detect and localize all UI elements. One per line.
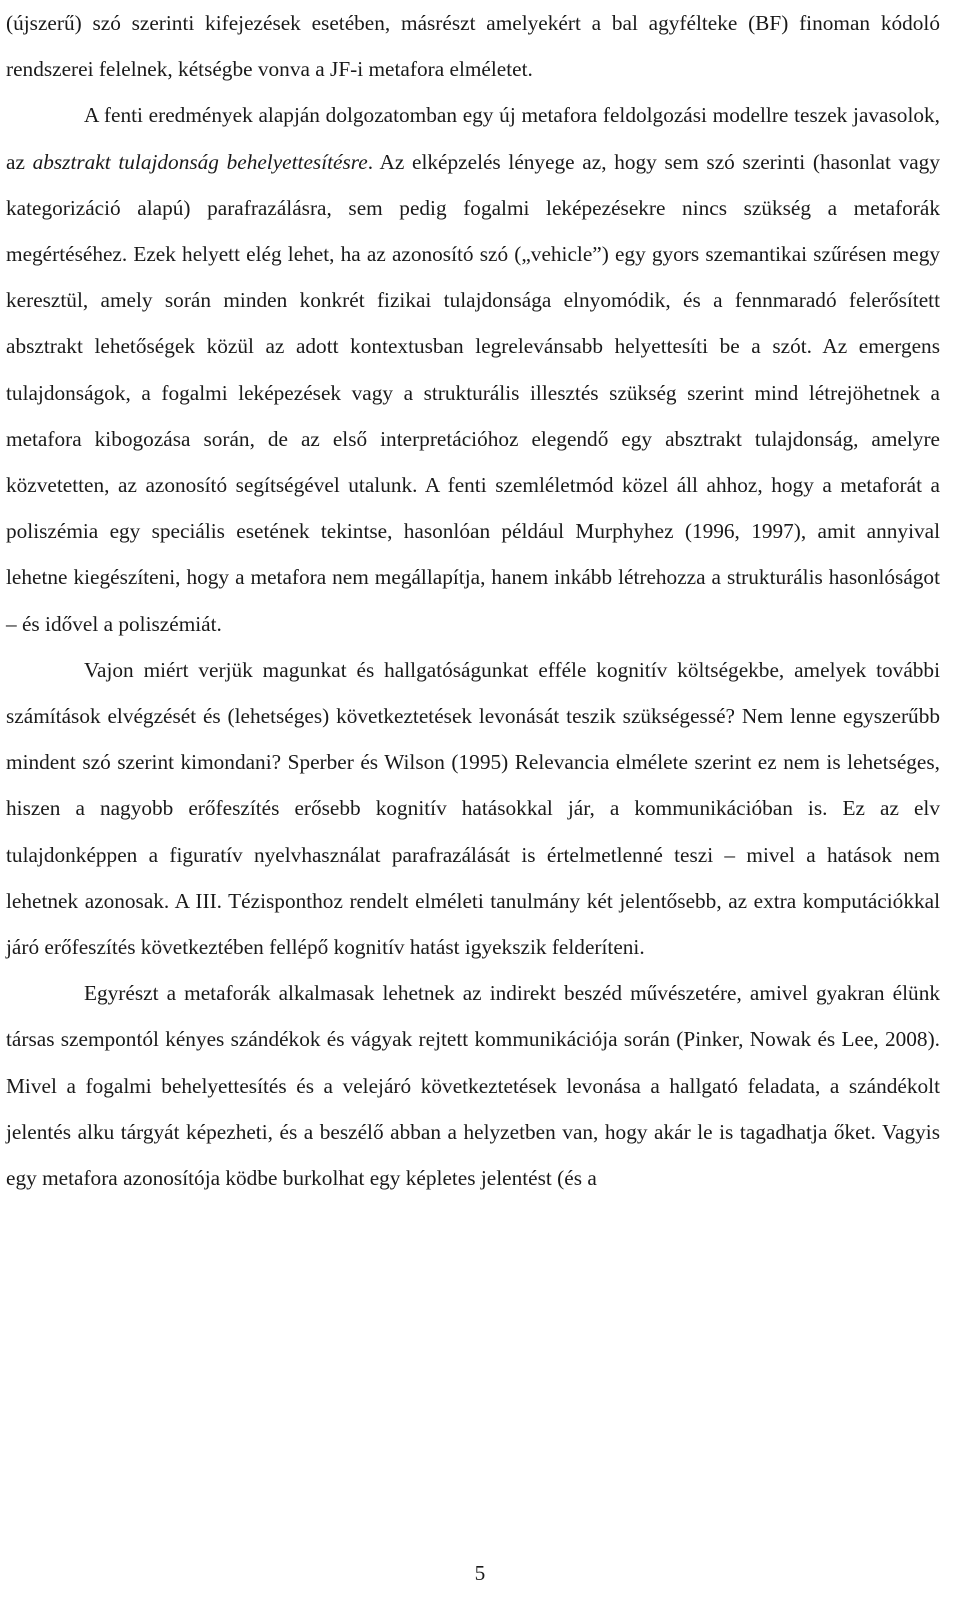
paragraph-continuation — [6, 0, 940, 92]
paragraph-model-proposal — [6, 92, 940, 646]
paragraph-cognitive-costs — [6, 647, 940, 970]
document-body — [6, 0, 940, 1201]
paragraph-text: (újszerű) szó szerinti kifejezések esetében, másrészt amelyekért a bal agyfélteke (BF) finoman kódoló rendszerei felelnek, kétségbe vonva a JF-i metafora elméletet. — [6, 11, 940, 82]
italic-term: absztrakt tulajdonság behelyettesítésre — [32, 149, 368, 174]
paragraph-text: Egyrészt a metaforák alkalmasak lehetnek az indirekt beszéd művészetére, amivel gyakran élünk társas szempontól kényes szándékok és vágyak rejtett kommunikációja során (Pinker, Nowak és Lee, 2008). Mivel a fogalmi behelyettesítés és a velejáró következtetések levonása a hallgató feladata, a szándékolt jelentés alku tárgyát képezheti, és a beszélő abban a helyzetben van, hogy akár le is tagadhatja őket. Vagyis egy metafora azonosítója ködbe burkolhat egy képletes jelentést (és a — [6, 981, 940, 1191]
paragraph-text: . Az elképzelés lényege az, hogy sem szó szerinti (hasonlat vagy kategorizáció alapú) parafrazálásra, sem pedig fogalmi leképezésekre nincs szükség a metaforák megértéséhez. Ezek helyett elég lehet, ha az azonosító szó („vehicle”) egy gyors szemantikai szűrésen megy keresztül, amely során minden konkrét fizikai tulajdonsága elnyomódik, és a fennmaradó felerősített absztrakt lehetőségek közül az adott kontextusban legrelevánsabb helyettesíti be a szót. Az emergens tulajdonságok, a fogalmi leképezések vagy a strukturális illesztés szükség szerint mind létrejöhetnek a metafora kibogozása során, de az első interpretációhoz elegendő egy absztrakt tulajdonság, amelyre közvetetten, az azonosító segítségével utalunk. A fenti szemléletmód közel áll ahhoz, hogy a metaforát a poliszémia egy speciális esetének tekintse, hasonlóan például Murphyhez (1996, 1997), amit annyival lehetne kiegészíteni, hogy a metafora nem megállapítja, hanem inkább létrehozza a strukturális hasonlóságot – és idővel a poliszémiát. — [6, 149, 940, 636]
paragraph-text: Vajon miért verjük magunkat és hallgatóságunkat efféle kognitív költségekbe, amelyek további számítások elvégzését és (lehetséges) következtetések levonását teszik szükségessé? Nem lenne egyszerűbb mindent szó szerint kimondani? Sperber és Wilson (1995) Relevancia elmélete szerint ez nem is lehetséges, hiszen a nagyobb erőfeszítés erősebb kognitív hatásokkal jár, a kommunikációban is. Ez az elv tulajdonképpen a figuratív nyelvhasználat parafrazálását is értelmetlenné teszi – mivel a hatások nem lehetnek azonosak. A III. Tézisponthoz rendelt elméleti tanulmány két jelentősebb, az extra komputációkkal járó erőfeszítés következtében fellépő kognitív hatást igyekszik felderíteni. — [6, 657, 940, 960]
paragraph-text: A fenti eredmények alapján dolgozatomban egy új metafora feldolgozási modellre teszek javasolok, az — [6, 103, 940, 174]
page-number: 5 — [474, 1561, 486, 1585]
paragraph-indirect-speech — [6, 970, 940, 1201]
